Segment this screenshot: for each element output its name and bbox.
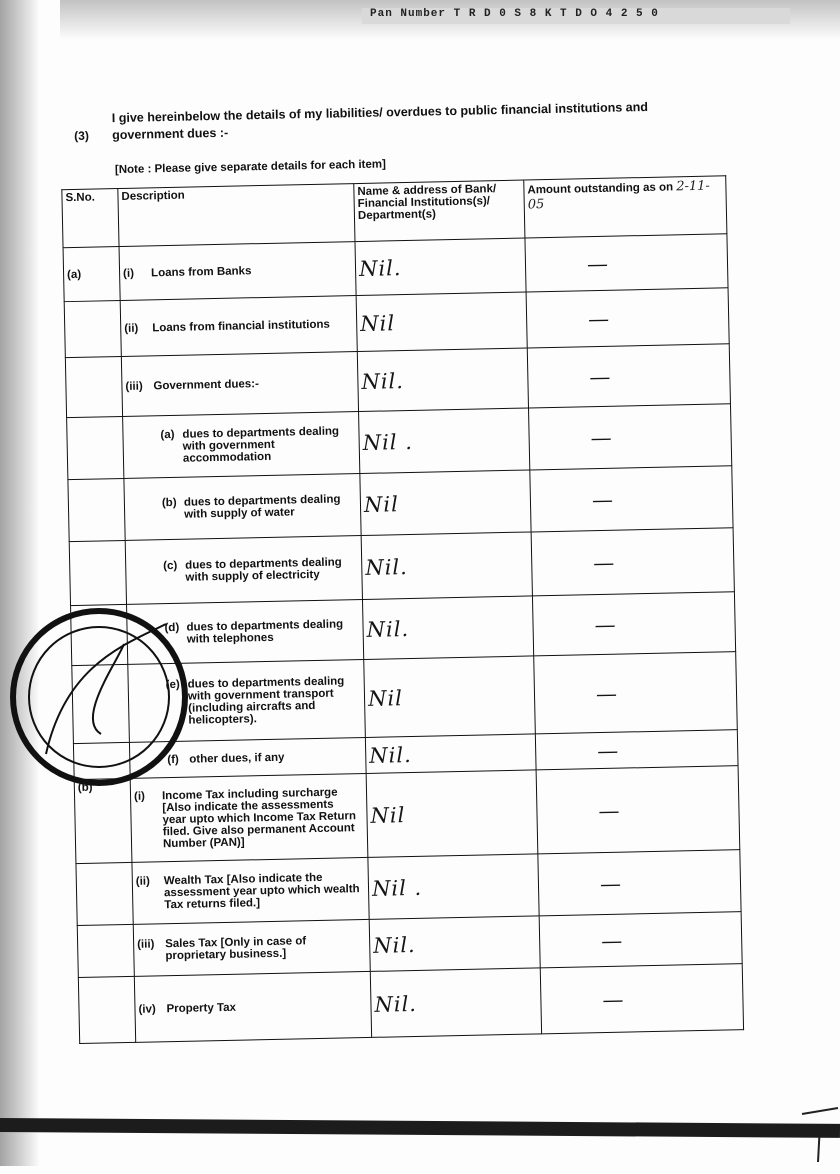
row-bank bbox=[356, 292, 527, 352]
row-amount bbox=[539, 912, 742, 968]
row-description bbox=[127, 599, 364, 664]
row-sno bbox=[77, 924, 134, 977]
row-sno bbox=[67, 416, 124, 479]
handwritten-nil: Nil. bbox=[358, 255, 402, 281]
handwritten-dash: — bbox=[595, 681, 619, 706]
handwritten-nil: Nil . bbox=[371, 875, 423, 901]
row-description bbox=[119, 242, 356, 301]
row-description bbox=[121, 352, 358, 417]
row-amount bbox=[532, 592, 735, 656]
row-bank bbox=[357, 348, 528, 412]
handwritten-nil: Nil. bbox=[366, 616, 410, 642]
row-description bbox=[130, 773, 368, 862]
row-amount bbox=[526, 288, 729, 348]
row-text: Income Tax including surcharge [Also indicate the assessments year upto which Income Tax Return filed. Give also permanent Account Number (PAN)] bbox=[161, 786, 357, 850]
row-text: dues to departments dealing with supply of electricity bbox=[185, 555, 342, 584]
liabilities-table bbox=[61, 175, 744, 1044]
row-marker: (ii) bbox=[135, 875, 151, 888]
section-note: [Note : Please give separate details for each item] bbox=[114, 158, 386, 177]
handwritten-nil: Nil. bbox=[372, 932, 416, 958]
row-description bbox=[128, 659, 366, 742]
row-amount bbox=[529, 404, 732, 470]
handwritten-nil: Nil bbox=[363, 491, 400, 517]
handwritten-nil: Nil bbox=[359, 310, 396, 336]
header-bank: Name & address of Bank/ Financial Institutions(s)/ Department(s) bbox=[354, 180, 525, 242]
row-amount bbox=[536, 766, 740, 854]
handwritten-dash: — bbox=[591, 487, 615, 512]
handwritten-dash: — bbox=[594, 612, 617, 637]
row-bank bbox=[364, 656, 536, 738]
row-bank bbox=[365, 734, 536, 774]
row-amount bbox=[540, 964, 743, 1034]
row-amount bbox=[538, 850, 741, 916]
handwritten-dash: — bbox=[598, 798, 621, 823]
row-marker bbox=[132, 688, 166, 689]
row-sno bbox=[78, 976, 135, 1043]
row-bank bbox=[370, 968, 541, 1038]
row-marker: (i) bbox=[133, 790, 146, 803]
row-text: dues to departments dealing with government transport (including aircrafts and helicopters). bbox=[187, 674, 345, 727]
row-sno: (a) bbox=[63, 247, 120, 302]
row-sno bbox=[68, 478, 125, 541]
row-sno bbox=[72, 664, 130, 743]
row-marker bbox=[133, 763, 167, 764]
row-description bbox=[134, 971, 371, 1042]
row-amount bbox=[534, 652, 738, 734]
handwritten-nil: Nil bbox=[367, 685, 404, 711]
table-row bbox=[72, 652, 737, 744]
row-description bbox=[123, 412, 360, 479]
row-text: dues to departments dealing with supply of water bbox=[183, 492, 341, 521]
row-marker: (iii) bbox=[137, 937, 155, 951]
row-sno bbox=[65, 356, 122, 417]
row-sub-marker: (f) bbox=[167, 753, 179, 766]
row-sno bbox=[64, 301, 121, 358]
row-sno: (b) bbox=[74, 778, 132, 863]
handwritten-dash: — bbox=[602, 987, 625, 1012]
row-sub-marker: (c) bbox=[163, 559, 178, 572]
table-row bbox=[74, 766, 740, 864]
row-description bbox=[133, 919, 370, 976]
row-bank bbox=[361, 532, 532, 600]
row-marker bbox=[129, 569, 163, 570]
row-text: dues to departments dealing with telephones bbox=[186, 617, 344, 646]
row-description bbox=[124, 474, 361, 541]
row-sno bbox=[76, 862, 133, 925]
row-marker bbox=[131, 631, 165, 632]
row-marker: (iii) bbox=[125, 380, 143, 393]
section-number: (3) bbox=[74, 128, 90, 143]
row-amount bbox=[531, 528, 734, 596]
row-bank bbox=[366, 770, 538, 858]
handwritten-dash: — bbox=[596, 738, 620, 763]
row-text: dues to departments dealing with government accommodation bbox=[182, 424, 340, 465]
handwritten-dash: — bbox=[587, 306, 611, 331]
header-amount bbox=[524, 176, 727, 238]
row-text: Loans from Banks bbox=[150, 264, 252, 279]
row-bank bbox=[359, 408, 530, 474]
row-bank bbox=[362, 596, 533, 660]
row-sno bbox=[71, 604, 128, 665]
row-bank bbox=[369, 916, 540, 972]
table-row bbox=[78, 964, 743, 1044]
handwritten-nil: Nil. bbox=[368, 742, 412, 768]
row-amount bbox=[535, 730, 738, 770]
row-sub-marker: (e) bbox=[165, 678, 180, 691]
row-bank bbox=[355, 238, 526, 296]
handwritten-dash: — bbox=[599, 871, 623, 896]
row-amount bbox=[525, 234, 728, 292]
handwritten-nil: Nil. bbox=[374, 991, 418, 1017]
row-bank bbox=[368, 854, 539, 920]
row-sub-marker: (b) bbox=[161, 496, 177, 509]
handwritten-nil: Nil. bbox=[361, 368, 405, 394]
row-text: Wealth Tax [Also indicate the assessment year upto which wealth Tax returns filed.] bbox=[163, 871, 360, 911]
handwritten-dash: — bbox=[590, 425, 613, 450]
handwritten-nil: Nil bbox=[370, 802, 406, 828]
row-description bbox=[125, 536, 362, 605]
row-sub-marker: (d) bbox=[164, 621, 180, 634]
header-description: Description bbox=[118, 184, 355, 247]
row-text: Loans from financial institutions bbox=[152, 318, 330, 334]
section-intro: I give hereinbelow the details of my liabilities/ overdues to public financial institutions and government dues :- bbox=[111, 99, 649, 143]
row-text: Property Tax bbox=[166, 1001, 237, 1015]
row-text: other dues, if any bbox=[189, 751, 285, 766]
row-text: Sales Tax [Only in case of proprietary business.] bbox=[165, 934, 307, 962]
row-marker: (i) bbox=[122, 267, 135, 280]
row-marker: (iv) bbox=[138, 1002, 156, 1016]
row-sno bbox=[73, 742, 130, 779]
handwritten-dash: — bbox=[589, 364, 612, 389]
handwritten-dash: — bbox=[586, 251, 610, 276]
page-header-strip: Pan Number T R D 0 S 8 K T D O 4 2 5 0 bbox=[362, 8, 790, 24]
row-amount bbox=[530, 466, 733, 532]
row-description bbox=[132, 857, 369, 924]
row-bank bbox=[360, 470, 531, 536]
handwritten-nil: Nil . bbox=[362, 429, 414, 455]
row-marker bbox=[128, 506, 162, 507]
header-amount-prefix: Amount outstanding as on bbox=[527, 181, 674, 197]
handwritten-dash: — bbox=[593, 550, 616, 575]
handwritten-dash: — bbox=[600, 928, 624, 953]
row-marker: (ii) bbox=[124, 322, 139, 335]
header-sno: S.No. bbox=[62, 189, 119, 248]
row-description bbox=[129, 737, 366, 778]
handwritten-nil: Nil. bbox=[365, 554, 409, 580]
row-sub-marker: (a) bbox=[160, 428, 175, 441]
row-description bbox=[120, 296, 357, 357]
row-text: Government dues:- bbox=[153, 377, 259, 392]
row-amount bbox=[527, 344, 730, 408]
row-marker bbox=[127, 438, 161, 439]
row-sno bbox=[69, 540, 126, 605]
header-amount-date: 2-11-05 bbox=[527, 178, 711, 213]
